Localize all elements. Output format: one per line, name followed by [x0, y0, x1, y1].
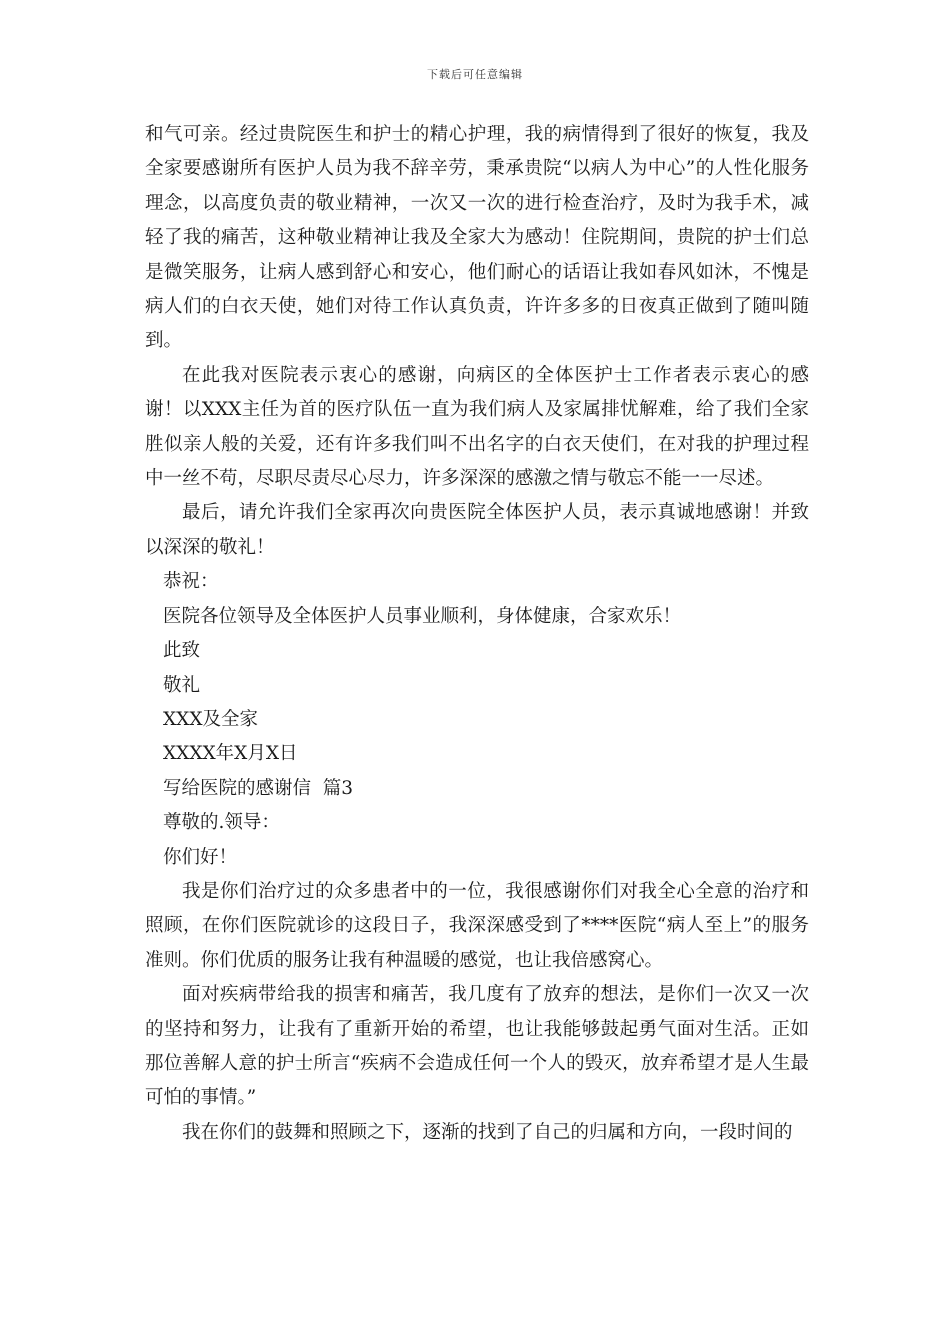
- hello-line: 你们好！: [163, 846, 238, 868]
- page-header-note: 下载后可任意编辑: [427, 68, 523, 81]
- paragraph-2: 在此我对医院表示衷心的感谢，向病区的全体医护士工作者表示衷心的感谢！以XXX主任为首的医疗队伍一直为我们病人及家属排忧解难，给了我们全家胜似亲人般的关爱，还有许多我们叫不出名字的白衣天使们，在对我的护理过程中一丝不苟，尽职尽责尽心尽力，许多深深的感激之情与敬忘不能一一尽述。: [145, 364, 809, 490]
- wish-line: 医院各位领导及全体医护人员事业顺利，身体健康，合家欢乐！: [163, 605, 682, 627]
- salutation-line: 尊敬的.领导：: [163, 812, 280, 834]
- paragraph-1: 和气可亲。经过贵院医生和护士的精心护理，我的病情得到了很好的恢复，我及全家要感谢所有医护人员为我不辞辛劳，秉承贵院“以病人为中心”的人性化服务理念，以高度负责的敬业精神，一次又一次的进行检查治疗，及时为我手术，减轻了我的痛苦，这种敬业精神让我及全家大为感动！住院期间，贵院的护士们总是微笑服务，让病人感到舒心和安心，他们耐心的话语让我如春风如沐，不愧是病人们的白衣天使，她们对待工作认真负责，许许多多的日夜真正做到了随叫随到。: [145, 124, 809, 352]
- paragraph-5: 面对疾病带给我的损害和痛苦，我几度有了放弃的想法，是你们一次又一次的坚持和努力，让我有了重新开始的希望，也让我能够鼓起勇气面对生活。正如那位善解人意的护士所言“疾病不会造成任何一个人的毁灭，放弃希望才是人生最可怕的事情。”: [145, 984, 809, 1109]
- greeting-line: 恭祝：: [163, 571, 219, 593]
- section-title: 写给医院的感谢信 篇3: [163, 777, 354, 799]
- closing-line-2: 敬礼: [163, 674, 201, 696]
- paragraph-6: 我在你们的鼓舞和照顾之下，逐渐的找到了自己的归属和方向，一段时间的: [182, 1121, 793, 1143]
- date-line: XXXX年X月X日: [163, 743, 298, 765]
- paragraph-4: 我是你们治疗过的众多患者中的一位，我很感谢你们对我全心全意的治疗和照顾，在你们医院就诊的这段日子，我深深感受到了****医院“病人至上”的服务准则。你们优质的服务让我有种温暖的感觉，也让我倍感窝心。: [145, 880, 809, 971]
- signature-line: XXX及全家: [163, 708, 259, 730]
- paragraph-3: 最后，请允许我们全家再次向贵医院全体医护人员，表示真诚地感谢！并致以深深的敬礼！: [145, 502, 809, 558]
- closing-line-1: 此致: [163, 640, 201, 662]
- document-body: [145, 118, 809, 1150]
